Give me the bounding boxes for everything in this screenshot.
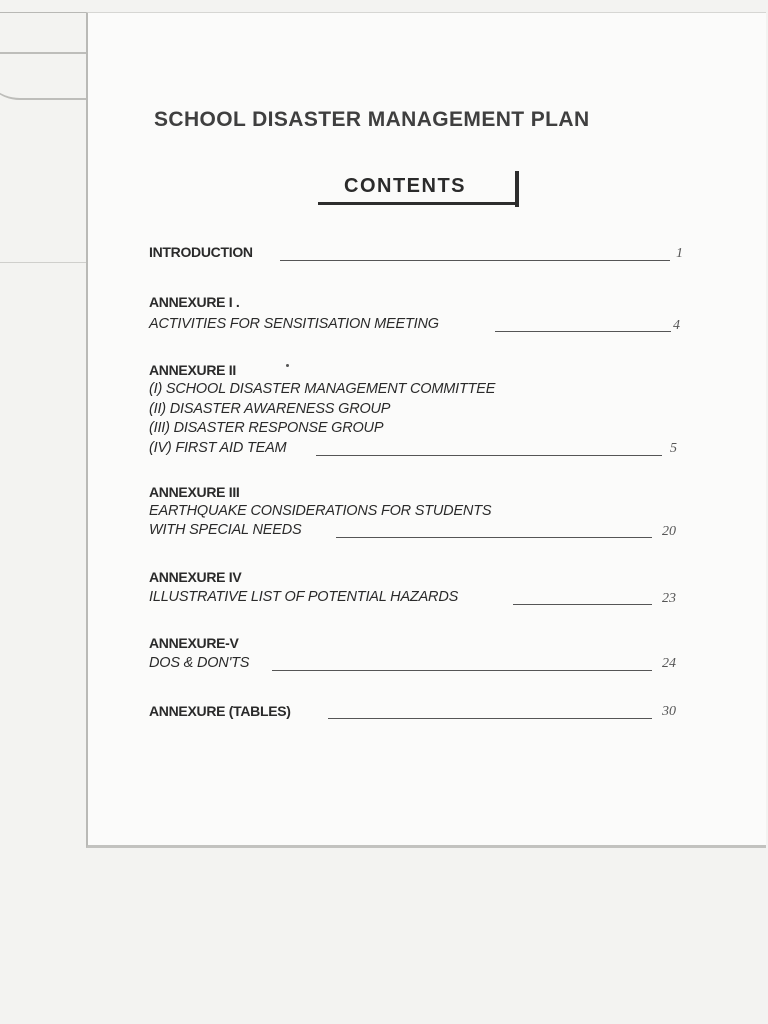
toc-entry-line: (II) DISASTER AWARENESS GROUP [149,401,391,417]
toc-entry-line: (IV) FIRST AID TEAM [149,440,287,456]
contents-heading: CONTENTS [344,175,466,197]
toc-entry-line: DOS & DON'TS [149,655,250,671]
toc-entry-annexure-5[interactable]: ANNEXURE-V [149,635,239,651]
scan-edge-curve [0,52,86,100]
scan-speck [286,364,289,367]
toc-entry-line: ACTIVITIES FOR SENSITISATION MEETING [149,316,439,332]
toc-leader-line [495,331,671,332]
toc-leader-line [280,260,670,261]
toc-page-number: 23 [662,591,676,606]
toc-entry-introduction[interactable]: INTRODUCTION [149,244,253,260]
scan-edge-line [0,262,86,263]
toc-entry-annexure-1[interactable]: ANNEXURE I . [149,294,240,310]
toc-leader-line [328,718,652,719]
toc-page-number: 5 [670,441,677,456]
toc-page-number: 24 [662,656,676,671]
toc-entry-line: EARTHQUAKE CONSIDERATIONS FOR STUDENTS [149,503,492,519]
contents-heading-box [318,171,518,205]
toc-page-number: 20 [662,524,676,539]
toc-page-number: 4 [673,318,680,333]
contents-box-underline [318,202,519,205]
toc-entry-line: ILLUSTRATIVE LIST OF POTENTIAL HAZARDS [149,589,459,605]
toc-entry-annexure-4[interactable]: ANNEXURE IV [149,569,242,585]
toc-entry-line: (III) DISASTER RESPONSE GROUP [149,420,384,436]
toc-entry-annexure-tables[interactable]: ANNEXURE (TABLES) [149,703,291,719]
toc-page-number: 1 [676,246,683,261]
toc-entry-line: WITH SPECIAL NEEDS [149,522,302,538]
toc-leader-line [513,604,652,605]
toc-entry-annexure-2[interactable]: ANNEXURE II [149,362,236,378]
toc-leader-line [316,455,662,456]
toc-page-number: 30 [662,704,676,719]
toc-leader-line [272,670,652,671]
document-title: SCHOOL DISASTER MANAGEMENT PLAN [154,108,590,131]
toc-entry-line: (I) SCHOOL DISASTER MANAGEMENT COMMITTEE [149,381,496,397]
scan-edge [0,12,86,263]
toc-leader-line [336,537,652,538]
toc-entry-annexure-3[interactable]: ANNEXURE III [149,484,240,500]
